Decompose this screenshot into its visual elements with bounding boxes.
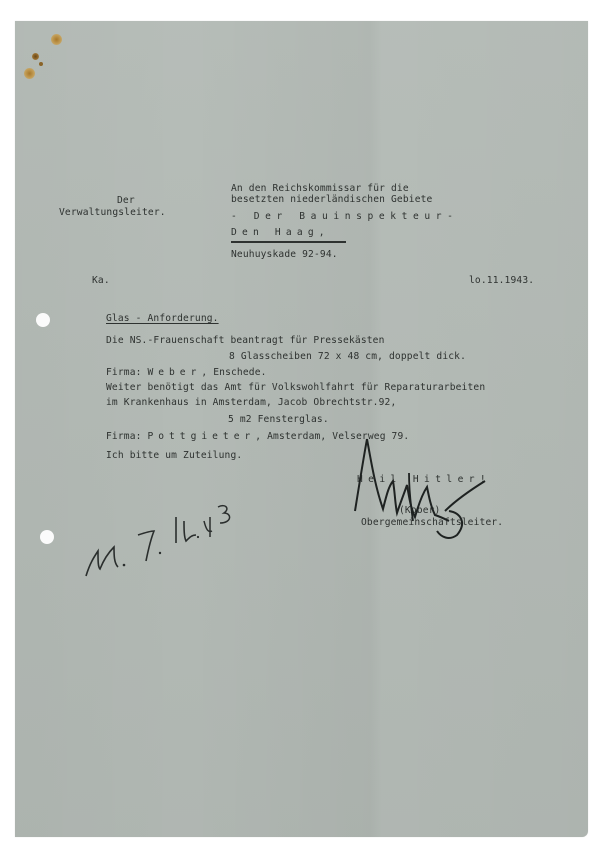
signatory-name: (Kober): [399, 505, 441, 516]
body-line-2: 8 Glasscheiben 72 x 48 cm, doppelt dick.: [229, 351, 467, 362]
reference: Ka.: [92, 275, 110, 286]
firm-address: , Amsterdam, Velserweg 79.: [255, 431, 410, 442]
firm-name: Weber: [147, 367, 202, 378]
letter-date: lo.11.1943.: [469, 275, 535, 286]
rust-stain: [51, 34, 62, 45]
rust-stain: [39, 62, 43, 66]
firm-label: Firma:: [106, 367, 148, 378]
punch-hole: [36, 313, 50, 327]
body-line-4: Weiter benötigt das Amt für Volkswohlfahrt für Reparaturarbeiten: [106, 382, 486, 393]
recipient-line-3: - Der Bauinspekteur-: [231, 211, 459, 222]
recipient-line-2: besetzten niederländischen Gebiete: [231, 194, 433, 205]
sender-line-2: Verwaltungsleiter.: [59, 207, 166, 218]
body-line-6: 5 m2 Fensterglas.: [228, 414, 329, 425]
handwritten-note: [80, 491, 240, 581]
body-line-8: Ich bitte um Zuteilung.: [106, 450, 243, 461]
body-line-3: [106, 367, 267, 379]
punch-hole: [40, 530, 54, 544]
sender-line-1: Der: [117, 195, 135, 206]
recipient-underline: [231, 241, 346, 243]
body-line-5: im Krankenhaus in Amsterdam, Jacob Obrechtstr.92,: [106, 397, 397, 408]
recipient-address: Neuhuyskade 92-94.: [231, 249, 338, 260]
subject: Glas - Anforderung.: [106, 313, 219, 324]
firm-label: Firma:: [106, 431, 148, 442]
body-line-1: Die NS.-Frauenschaft beantragt für Pressekästen: [106, 335, 385, 346]
signatory-title: Obergemeinschaftsleiter.: [361, 517, 504, 528]
rust-stain: [24, 68, 35, 79]
rust-stain: [32, 53, 39, 60]
firm-city: , Enschede.: [201, 367, 267, 378]
signature: [345, 431, 505, 541]
firm-name: Pottgieter: [147, 431, 256, 442]
recipient-line-1: An den Reichskommissar für die: [231, 183, 409, 194]
letter-page: [15, 21, 588, 837]
recipient-city: Den Haag,: [231, 227, 330, 238]
closing-salutation: Heil Hitler!: [357, 474, 492, 485]
